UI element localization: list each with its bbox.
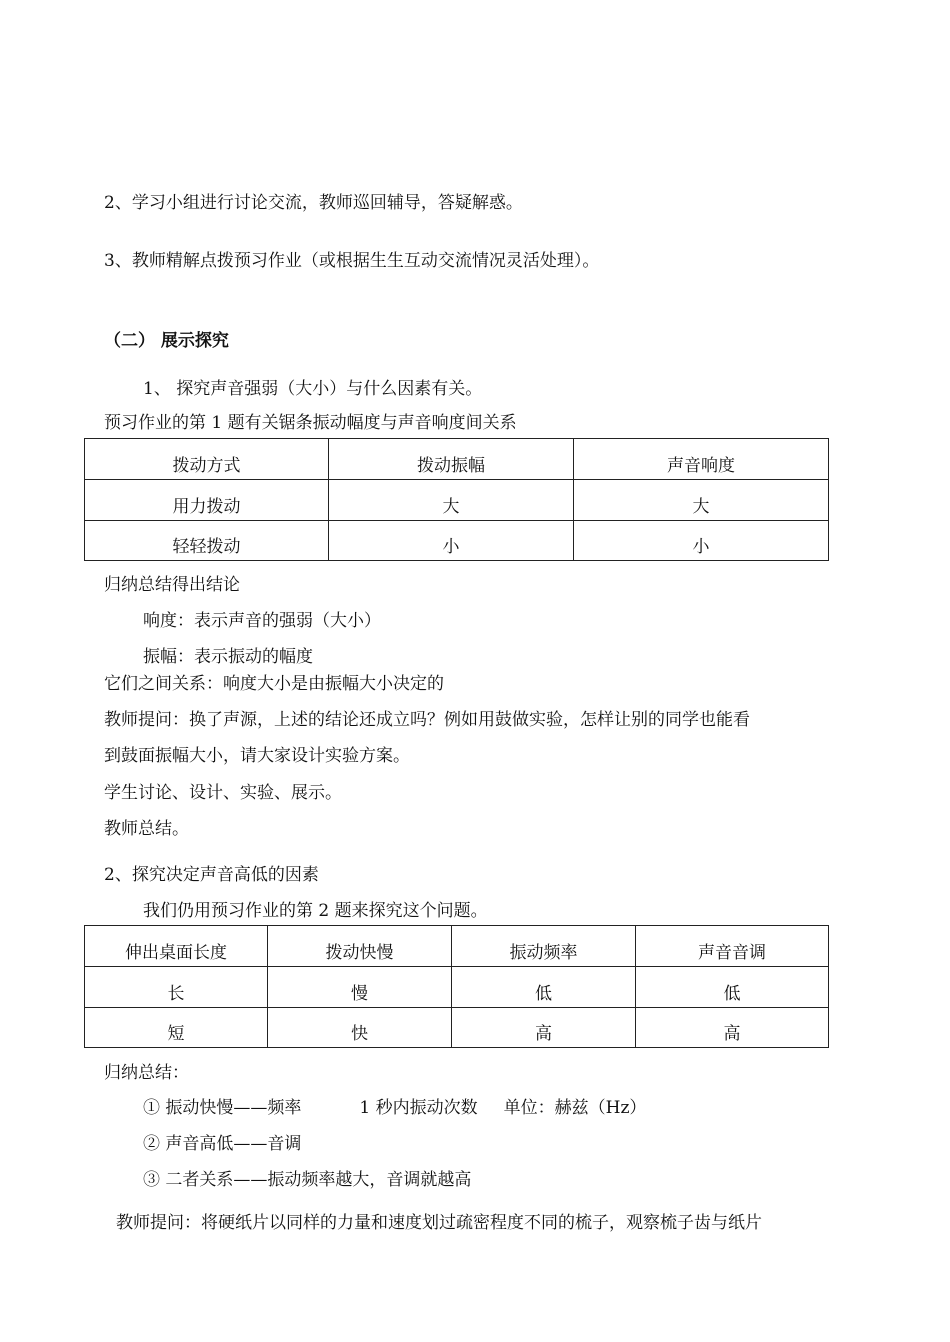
student-activity: 学生讨论、设计、实验、展示。 — [104, 783, 342, 803]
table-header-cell: 声音响度 — [574, 439, 829, 480]
table-cell: 小 — [574, 521, 829, 561]
table2-intro: 我们仍用预习作业的第 2 题来探究这个问题。 — [143, 901, 488, 921]
teacher-question-2: 教师提问：将硬纸片以同样的力量和速度划过疏密程度不同的梳子，观察梳子齿与纸片 — [116, 1213, 762, 1233]
list-item-pitch: ② 声音高低——音调 — [143, 1134, 302, 1154]
table-cell: 小 — [329, 521, 574, 561]
table-cell: 短 — [85, 1008, 268, 1048]
table-header-cell: 伸出桌面长度 — [85, 926, 268, 967]
table-header-cell: 拨动快慢 — [268, 926, 452, 967]
table-header-row — [85, 439, 829, 480]
table-cell: 慢 — [268, 967, 452, 1008]
table-cell: 低 — [636, 967, 829, 1008]
section-heading: （二） 展示探究 — [104, 331, 229, 351]
loudness-table — [84, 438, 829, 561]
table-cell: 长 — [85, 967, 268, 1008]
summary-2-label: 归纳总结： — [104, 1063, 189, 1083]
table-cell: 轻轻拨动 — [85, 521, 329, 561]
list-item-relationship: ③ 二者关系——振动频率越大，音调就越高 — [143, 1170, 472, 1190]
list-item-frequency-term: ① 振动快慢——频率 — [143, 1098, 302, 1118]
list-item-frequency — [143, 1097, 646, 1119]
list-item-frequency-definition: 1 秒内振动次数 — [359, 1098, 478, 1118]
table-cell: 低 — [452, 967, 636, 1008]
table-cell: 高 — [452, 1008, 636, 1048]
table-row — [85, 480, 829, 521]
teacher-summary: 教师总结。 — [104, 819, 189, 839]
table-header-cell: 拨动振幅 — [329, 439, 574, 480]
teacher-question-1-line1: 教师提问：换了声源，上述的结论还成立吗？例如用鼓做实验，怎样让别的同学也能看 — [104, 710, 750, 730]
table-cell: 用力拨动 — [85, 480, 329, 521]
table-cell: 快 — [268, 1008, 452, 1048]
subsection-2-title: 2、探究决定声音高低的因素 — [104, 865, 319, 885]
definition-loudness: 响度：表示声音的强弱（大小） — [143, 611, 381, 631]
relation-statement: 它们之间关系：响度大小是由振幅大小决定的 — [104, 674, 444, 694]
table-header-cell: 拨动方式 — [85, 439, 329, 480]
table-row — [85, 967, 829, 1008]
table-cell: 大 — [329, 480, 574, 521]
definition-amplitude: 振幅：表示振动的幅度 — [143, 647, 313, 667]
pitch-table — [84, 925, 829, 1048]
table-header-cell: 振动频率 — [452, 926, 636, 967]
table-cell: 大 — [574, 480, 829, 521]
table-header-cell: 声音音调 — [636, 926, 829, 967]
summary-1-label: 归纳总结得出结论 — [104, 575, 240, 595]
table-header-row — [85, 926, 829, 967]
paragraph-step-2: 2、学习小组进行讨论交流，教师巡回辅导，答疑解惑。 — [104, 193, 523, 213]
table1-intro: 预习作业的第 1 题有关锯条振动幅度与声音响度间关系 — [104, 413, 517, 433]
table-row — [85, 521, 829, 561]
list-item-frequency-unit: 单位：赫兹（Hz） — [503, 1098, 647, 1118]
subsection-1-title: 1、 探究声音强弱（大小）与什么因素有关。 — [143, 379, 483, 399]
teacher-question-1-line2: 到鼓面振幅大小，请大家设计实验方案。 — [104, 746, 410, 766]
table-cell: 高 — [636, 1008, 829, 1048]
table-row — [85, 1008, 829, 1048]
paragraph-step-3: 3、教师精解点拨预习作业（或根据生生互动交流情况灵活处理）。 — [104, 251, 600, 271]
